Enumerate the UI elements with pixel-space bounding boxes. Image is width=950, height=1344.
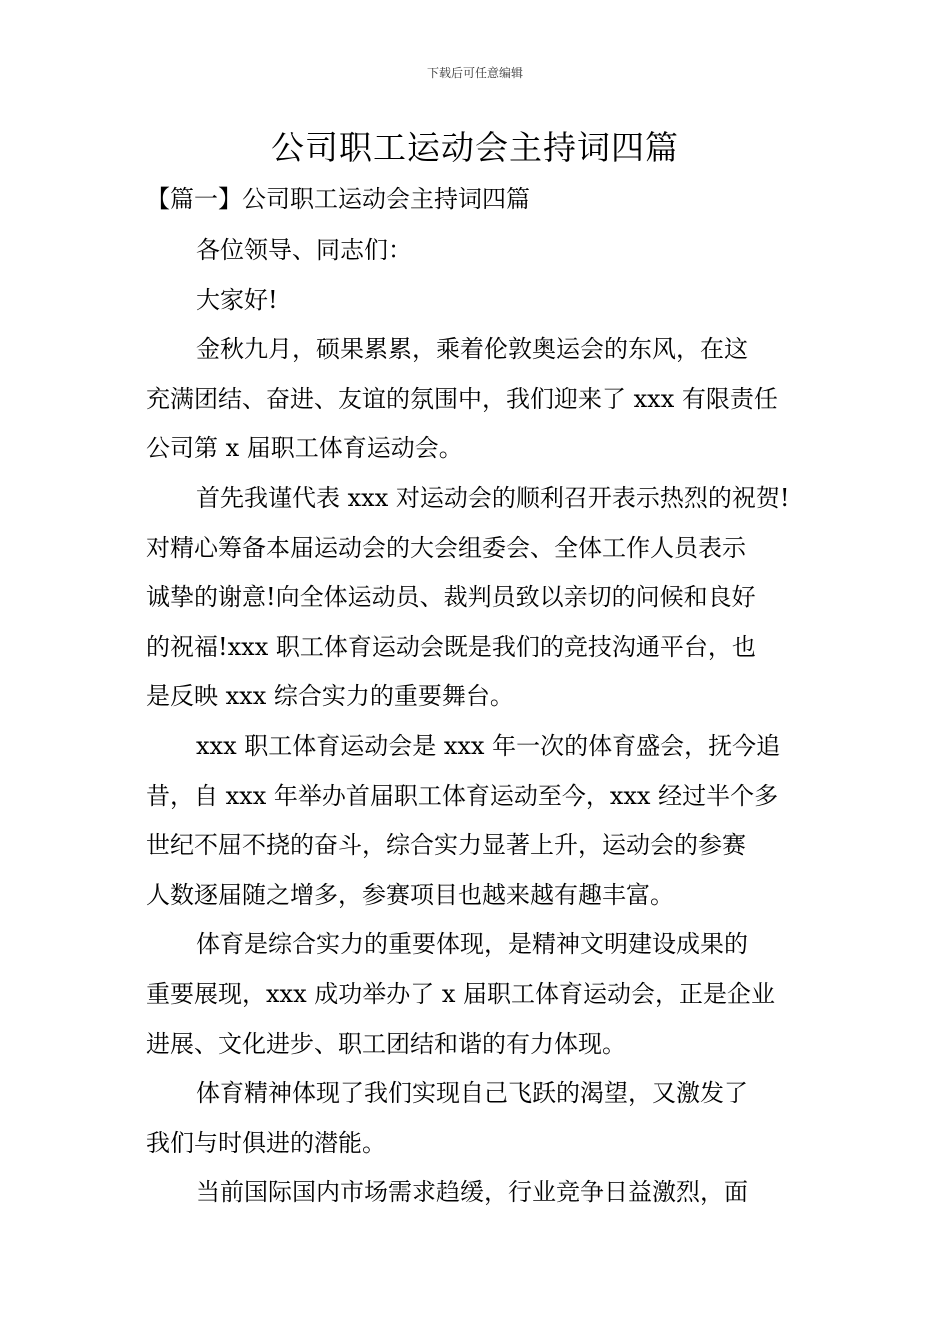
paragraph-line: 当前国际国内市场需求趋缓，行业竞争日益激烈，面	[196, 1178, 748, 1207]
paragraph	[146, 722, 808, 920]
paragraph-line: 重要展现，xxx 成功举办了 x 届职工体育运动会，正是企业	[146, 979, 776, 1008]
paragraph	[146, 226, 808, 276]
document-body	[146, 226, 808, 1218]
paragraph-line: 首先我谨代表 xxx 对运动会的顺利召开表示热烈的祝贺!	[196, 483, 790, 512]
paragraph	[146, 1168, 808, 1218]
paragraph	[146, 276, 808, 326]
paragraph	[146, 1069, 808, 1168]
paragraph-line: 是反映 xxx 综合实力的重要舞台。	[146, 682, 514, 711]
document-title: 公司职工运动会主持词四篇	[271, 128, 679, 167]
paragraph-line: 体育精神体现了我们实现自己飞跃的渴望，又激发了	[196, 1079, 748, 1108]
paragraph-line: 公司第 x 届职工体育运动会。	[146, 434, 463, 463]
paragraph-line: 的祝福!xxx 职工体育运动会既是我们的竞技沟通平台，也	[146, 632, 756, 661]
paragraph-line: 对精心筹备本届运动会的大会组委会、全体工作人员表示	[146, 533, 746, 562]
paragraph-line: 体育是综合实力的重要体现，是精神文明建设成果的	[196, 930, 748, 959]
paragraph-line: 各位领导、同志们：	[196, 236, 412, 264]
paragraph	[146, 920, 808, 1069]
paragraph-line: 昔，自 xxx 年举办首届职工体育运动至今，xxx 经过半个多	[146, 781, 779, 810]
paragraph-line: 充满团结、奋进、友谊的氛围中，我们迎来了 xxx 有限责任	[146, 384, 778, 413]
paragraph-line: 人数逐届随之增多，参赛项目也越来越有趣丰富。	[146, 880, 674, 909]
paragraph-line: 我们与时俱进的潜能。	[146, 1128, 386, 1157]
paragraph-line: 进展、文化进步、职工团结和谐的有力体现。	[146, 1029, 626, 1058]
header-note: 下载后可任意编辑	[426, 66, 523, 80]
paragraph-line: 金秋九月，硕果累累，乘着伦敦奥运会的东风，在这	[196, 335, 748, 364]
section-heading: 【篇一】公司职工运动会主持词四篇	[146, 185, 530, 213]
paragraph	[146, 474, 808, 722]
paragraph	[146, 325, 808, 474]
paragraph-line: 世纪不屈不挠的奋斗，综合实力显著上升，运动会的参赛	[146, 831, 746, 860]
paragraph-line: 诚挚的谢意!向全体运动员、裁判员致以亲切的问候和良好	[146, 583, 756, 612]
paragraph-line: 大家好!	[196, 285, 278, 314]
paragraph-line: xxx 职工体育运动会是 xxx 年一次的体育盛会，抚今追	[196, 731, 781, 760]
